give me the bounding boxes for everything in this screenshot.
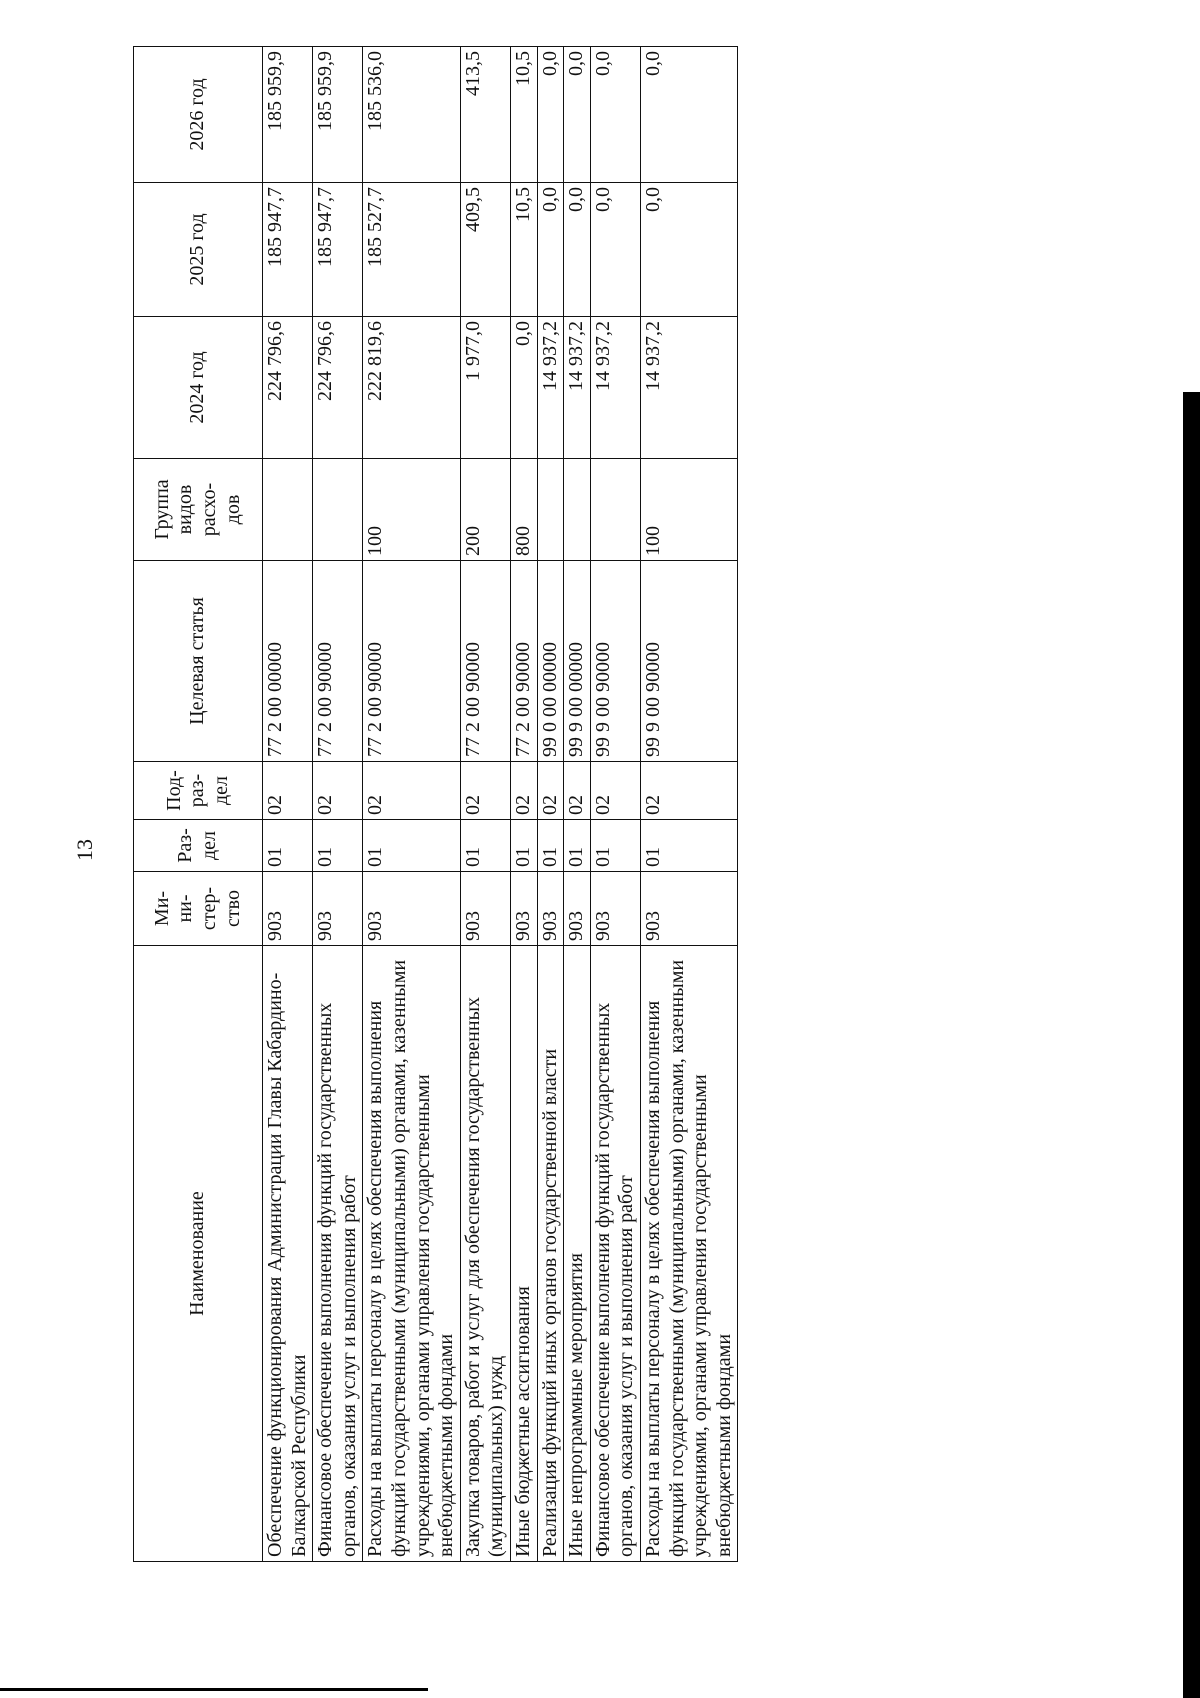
cell-ministry: 903	[313, 872, 363, 946]
cell-section: 01	[564, 820, 591, 872]
table-row	[510, 47, 537, 1562]
cell-section: 01	[510, 820, 537, 872]
cell-group	[537, 459, 564, 561]
table-row	[263, 47, 313, 1562]
cell-group: 100	[363, 459, 460, 561]
cell-2024: 14 937,2	[640, 317, 737, 459]
cell-2025: 185 947,7	[313, 183, 363, 317]
cell-ministry: 903	[590, 872, 640, 946]
cell-name: Финансовое обеспечение выполнения функций государственных органов, оказания услуг и выполнения работ	[313, 946, 363, 1562]
cell-name: Расходы на выплаты персоналу в целях обеспечения выполнения функций государственными (муниципальными) органами, казенными учреждениями, органами управления государственными внебюджетными фондами	[363, 946, 460, 1562]
cell-group	[564, 459, 591, 561]
cell-group	[313, 459, 363, 561]
cell-ministry: 903	[263, 872, 313, 946]
scan-edge-bar	[1183, 392, 1200, 1698]
cell-2026: 185 536,0	[363, 47, 460, 183]
table-row	[564, 47, 591, 1562]
header-2026: 2026 год	[134, 47, 263, 183]
cell-2025: 0,0	[640, 183, 737, 317]
cell-subsection: 02	[460, 762, 510, 820]
header-section: Раз- дел	[134, 820, 263, 872]
cell-2026: 413,5	[460, 47, 510, 183]
cell-subsection: 02	[640, 762, 737, 820]
cell-group: 800	[510, 459, 537, 561]
cell-name: Закупка товаров, работ и услуг для обеспечения государственных (муниципальных) нужд	[460, 946, 510, 1562]
cell-subsection: 02	[263, 762, 313, 820]
cell-ministry: 903	[640, 872, 737, 946]
cell-group: 100	[640, 459, 737, 561]
cell-2026: 0,0	[537, 47, 564, 183]
cell-2026: 10,5	[510, 47, 537, 183]
header-2024: 2024 год	[134, 317, 263, 459]
cell-target: 99 0 00 00000	[537, 561, 564, 762]
cell-2026: 0,0	[590, 47, 640, 183]
cell-2025: 10,5	[510, 183, 537, 317]
table-row	[363, 47, 460, 1562]
cell-section: 01	[263, 820, 313, 872]
cell-name: Реализация функций иных органов государственной власти	[537, 946, 564, 1562]
cell-2024: 224 796,6	[263, 317, 313, 459]
cell-2025: 185 947,7	[263, 183, 313, 317]
cell-subsection: 02	[590, 762, 640, 820]
cell-2026: 0,0	[564, 47, 591, 183]
cell-2024: 1 977,0	[460, 317, 510, 459]
cell-2024: 222 819,6	[363, 317, 460, 459]
cell-subsection: 02	[564, 762, 591, 820]
cell-2025: 0,0	[537, 183, 564, 317]
cell-group	[590, 459, 640, 561]
cell-2026: 185 959,9	[313, 47, 363, 183]
cell-target: 77 2 00 90000	[313, 561, 363, 762]
cell-target: 77 2 00 90000	[363, 561, 460, 762]
cell-ministry: 903	[363, 872, 460, 946]
cell-target: 77 2 00 00000	[263, 561, 313, 762]
cell-section: 01	[590, 820, 640, 872]
header-name: Наименование	[134, 946, 263, 1562]
cell-subsection: 02	[313, 762, 363, 820]
header-subsection: Под- раз- дел	[134, 762, 263, 820]
cell-ministry: 903	[510, 872, 537, 946]
table-row	[590, 47, 640, 1562]
cell-2026: 185 959,9	[263, 47, 313, 183]
cell-2026: 0,0	[640, 47, 737, 183]
cell-2025: 0,0	[590, 183, 640, 317]
cell-subsection: 02	[363, 762, 460, 820]
cell-2025: 0,0	[564, 183, 591, 317]
cell-name: Финансовое обеспечение выполнения функций государственных органов, оказания услуг и выполнения работ	[590, 946, 640, 1562]
table-row	[460, 47, 510, 1562]
cell-group	[263, 459, 313, 561]
table-body	[263, 47, 738, 1562]
cell-2025: 409,5	[460, 183, 510, 317]
table-row	[537, 47, 564, 1562]
cell-name: Обеспечение функционирования Администрации Главы Кабардино-Балкарской Республики	[263, 946, 313, 1562]
cell-target: 99 9 00 00000	[564, 561, 591, 762]
table-row	[640, 47, 737, 1562]
cell-2024: 14 937,2	[590, 317, 640, 459]
header-group: Группа видов расхо- дов	[134, 459, 263, 561]
cell-2024: 0,0	[510, 317, 537, 459]
table-row	[313, 47, 363, 1562]
cell-section: 01	[537, 820, 564, 872]
table-header-row	[134, 47, 263, 1562]
budget-table	[133, 46, 738, 1562]
scan-edge-line	[0, 1688, 428, 1691]
cell-section: 01	[640, 820, 737, 872]
cell-group: 200	[460, 459, 510, 561]
header-2025: 2025 год	[134, 183, 263, 317]
cell-2024: 14 937,2	[564, 317, 591, 459]
cell-section: 01	[363, 820, 460, 872]
cell-subsection: 02	[510, 762, 537, 820]
budget-table-rotated	[133, 47, 993, 1562]
cell-section: 01	[460, 820, 510, 872]
cell-target: 99 9 00 90000	[640, 561, 737, 762]
page-number: 13	[72, 839, 97, 861]
cell-target: 99 9 00 90000	[590, 561, 640, 762]
cell-2024: 224 796,6	[313, 317, 363, 459]
cell-ministry: 903	[564, 872, 591, 946]
cell-ministry: 903	[537, 872, 564, 946]
header-ministry: Ми- ни- стер- ство	[134, 872, 263, 946]
cell-name: Расходы на выплаты персоналу в целях обеспечения выполнения функций государственными (муниципальными) органами, казенными учреждениями, органами управления государственными внебюджетными фондами	[640, 946, 737, 1562]
cell-name: Иные непрограммные мероприятия	[564, 946, 591, 1562]
cell-section: 01	[313, 820, 363, 872]
header-target: Целевая статья	[134, 561, 263, 762]
cell-name: Иные бюджетные ассигнования	[510, 946, 537, 1562]
cell-subsection: 02	[537, 762, 564, 820]
cell-target: 77 2 00 90000	[510, 561, 537, 762]
cell-2025: 185 527,7	[363, 183, 460, 317]
cell-ministry: 903	[460, 872, 510, 946]
cell-target: 77 2 00 90000	[460, 561, 510, 762]
cell-2024: 14 937,2	[537, 317, 564, 459]
